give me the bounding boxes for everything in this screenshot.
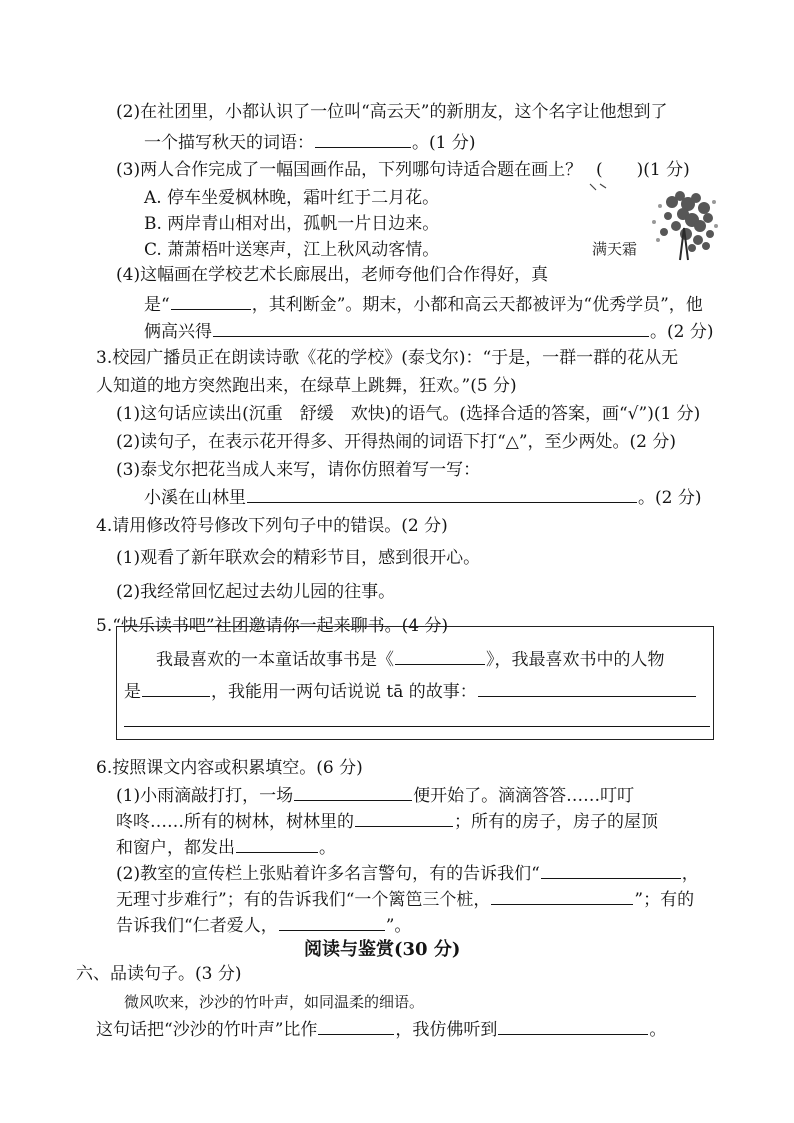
q2-sub3-option-c: C. 萧萧梧叶送寒声，江上秋风动客情。	[144, 240, 440, 260]
q4-sub1: (1)观看了新年联欢会的精彩节目，感到很开心。	[116, 548, 481, 568]
q2-sub3-score: (1 分)	[643, 160, 690, 180]
q6-sub1-line3-pre: 和窗户，都发出	[116, 838, 235, 858]
q3-sub3-blank[interactable]	[247, 484, 637, 503]
q6-sub1-blank-2[interactable]	[355, 808, 453, 827]
q6-sub2-line2-post: ”；有的	[634, 890, 695, 910]
part-six-title: 六、品读句子。(3 分)	[76, 964, 242, 984]
q4-sub2: (2)我经常回忆起过去幼儿园的往事。	[116, 582, 396, 602]
q2-sub4-line2-pre: 是“	[144, 295, 170, 315]
part-six-blank-1[interactable]	[318, 1016, 394, 1035]
q3-line2: 人知道的地方突然跑出来，在绿草上跳舞，狂欢。”(5 分)	[96, 376, 517, 396]
q6-sub2-line1-pre: (2)教室的宣传栏上张贴着许多名言警句，有的告诉我们“	[116, 864, 540, 884]
q5-box-line1	[156, 646, 665, 672]
q6-sub2-line1-post: ，	[681, 864, 699, 884]
q5-story-blank-2[interactable]	[124, 726, 710, 727]
q6-sub1-line2-pre: 咚咚……所有的树林，树林里的	[116, 812, 354, 832]
q6-sub2-line3-pre: 告诉我们“仁者爱人，	[116, 916, 278, 936]
q2-sub4-blank-2[interactable]	[213, 318, 649, 337]
part-six-blank-2[interactable]	[498, 1016, 648, 1035]
q6-sub1-line1-pre: (1)小雨滴敲打打，一场	[116, 786, 294, 806]
ink-painting-inscription: 满天霜	[592, 240, 638, 258]
q6-sub1-line3-post: 。	[319, 838, 336, 858]
q3-sub1: (1)这句话应读出(沉重 舒缓 欢快)的语气。(选择合适的答案，画“√”)(1 分)	[116, 404, 701, 424]
q6-sub1-blank-1[interactable]	[294, 782, 412, 801]
q3-sub3-answer-line	[144, 484, 701, 510]
q2-sub3-question-text: (3)两人合作完成了一幅国画作品，下列哪句诗适合题在画上？	[116, 160, 583, 180]
q3-sub3-post: 。(2 分)	[638, 488, 702, 508]
q6-title: 6.按照课文内容或积累填空。(6 分)	[96, 758, 363, 778]
q3-sub2: (2)读句子，在表示花开得多、开得热闹的词语下打“△”，至少两处。(2 分)	[116, 432, 677, 452]
q2-sub2-answer-blank[interactable]	[315, 129, 411, 148]
ink-painting-illustration	[588, 182, 718, 262]
q5-box-line2	[124, 678, 697, 704]
q6-sub2-blank-3[interactable]	[279, 912, 385, 931]
q2-sub4-line3	[144, 318, 713, 344]
q6-sub2-blank-1[interactable]	[541, 860, 681, 879]
q5-book-title-blank[interactable]	[395, 646, 485, 665]
q2-sub3-option-b: B. 两岸青山相对出，孤帆一片日边来。	[144, 214, 440, 234]
q5-box-line1-post: 》，我最喜欢书中的人物	[486, 650, 665, 670]
q2-sub4-line1: (4)这幅画在学校艺术长廊展出，老师夸他们合作得好，真	[116, 265, 549, 285]
q6-sub1-line3	[116, 834, 336, 860]
q5-character-blank[interactable]	[142, 678, 210, 697]
q6-sub2-line2	[116, 886, 694, 912]
q2-sub4-line3-post: 。(2 分)	[650, 322, 714, 342]
q6-sub2-line3-post: ”。	[385, 916, 412, 936]
q5-title: 5.“快乐读书吧”社团邀请你一起来聊书。(4 分)	[96, 616, 449, 636]
q6-sub1-line1	[116, 782, 634, 808]
q2-sub4-line2	[144, 291, 703, 317]
part-six-line-mid: ，我仿佛听到	[395, 1020, 498, 1040]
q6-sub2-line3	[116, 912, 411, 938]
q2-sub4-line3-pre: 俩高兴得	[144, 322, 212, 342]
q2-sub2-line2-pre: 一个描写秋天的词语：	[144, 133, 314, 153]
q2-sub3-paren[interactable]: ( )	[596, 160, 644, 180]
ink-painting-svg	[588, 182, 718, 262]
q6-sub2-line2-pre: 无理寸步难行”；有的告诉我们“一个篱笆三个桩，	[116, 890, 491, 910]
q6-sub1-line2-post: ；所有的房子，房子的屋顶	[454, 812, 658, 832]
q6-sub2-line1	[116, 860, 699, 886]
q3-line1: 3.校园广播员正在朗读诗歌《花的学校》(泰戈尔)：“于是，一群一群的花从无	[96, 348, 679, 368]
q6-sub1-line2	[116, 808, 658, 834]
q3-sub3: (3)泰戈尔把花当成人来写，请你仿照着写一写：	[116, 460, 481, 480]
q6-sub1-blank-3[interactable]	[236, 834, 318, 853]
q6-sub1-line1-post: 便开始了。滴滴答答……叮叮	[413, 786, 635, 806]
q2-sub2-line2-post: 。(1 分)	[412, 133, 476, 153]
q5-story-blank-1[interactable]	[478, 678, 696, 697]
q5-box-line2-pre: 是	[124, 682, 141, 702]
part-six-line-post: 。	[649, 1020, 667, 1040]
q2-sub3-option-a: A. 停车坐爱枫林晚，霜叶红于二月花。	[144, 188, 440, 208]
q5-box-line2-mid: ，我能用一两句话说说 tā 的故事：	[211, 682, 477, 702]
q6-sub2-blank-2[interactable]	[491, 886, 633, 905]
q2-sub4-line2-post: ，其利断金”。期末，小都和高云天都被评为“优秀学员”，他	[251, 295, 703, 315]
q2-sub4-blank-1[interactable]	[171, 291, 251, 310]
q2-sub3-question	[116, 158, 582, 182]
section-title-reading: 阅读与鉴赏(30 分)	[304, 939, 461, 960]
part-six-sentence: 微风吹来，沙沙的竹叶声，如同温柔的细语。	[124, 993, 425, 1011]
q2-sub2-line2	[144, 129, 475, 155]
q2-sub2-line1: (2)在社团里，小都认识了一位叫“高云天”的新朋友，这个名字让他想到了	[116, 102, 668, 122]
part-six-answer-line	[96, 1016, 666, 1042]
q5-box-line1-pre: 我最喜欢的一本童话故事书是《	[156, 650, 394, 670]
part-six-line-pre: 这句话把“沙沙的竹叶声”比作	[96, 1020, 318, 1040]
q2-sub3-answer-paren[interactable]	[596, 158, 690, 182]
q4-title: 4.请用修改符号修改下列句子中的错误。(2 分)	[96, 516, 448, 536]
q3-sub3-pre: 小溪在山林里	[144, 488, 246, 508]
